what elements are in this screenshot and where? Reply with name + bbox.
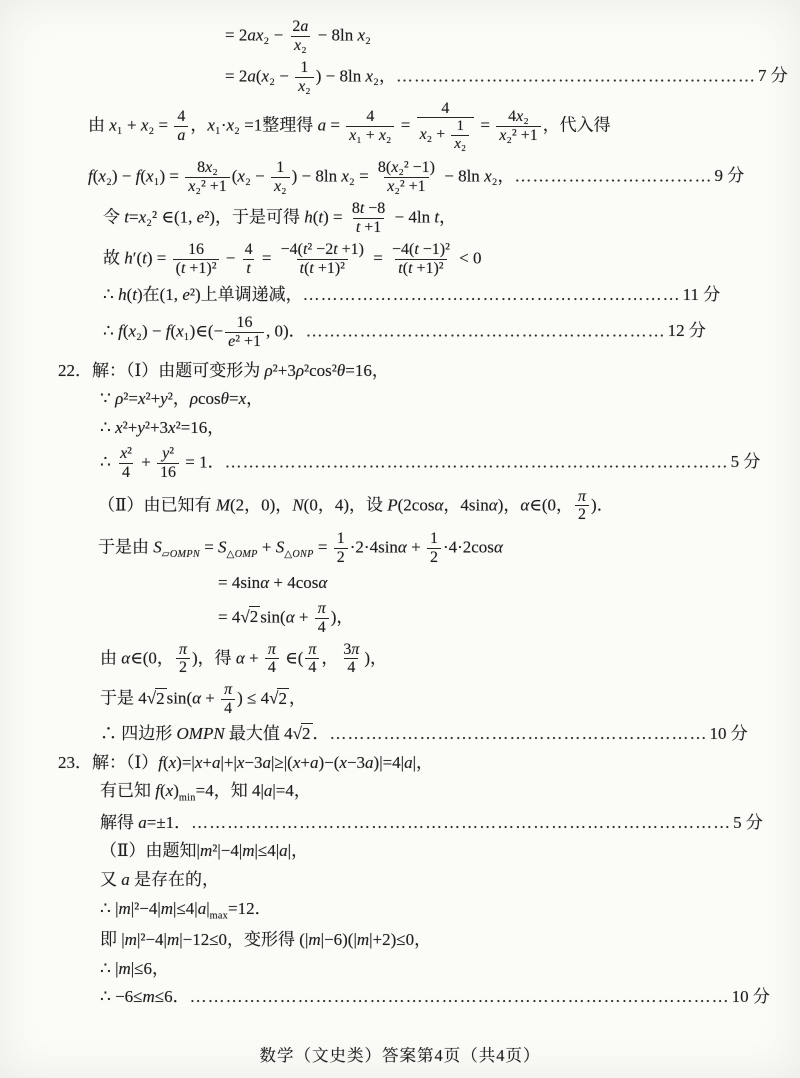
math-line: ∴ −6≤m≤6．……………………………………………………………………………… 10 分 [100,987,770,1007]
fraction: $\frac{8t -8}{t +1}$ [351,199,386,236]
page-footer: 数学（文史类）答案第4页（共4页） [259,1046,541,1065]
dotted-leader: ……………………………………………………………………………… [189,987,730,1007]
score-label: 10 分 [709,724,748,744]
radical: √2 [269,688,287,708]
fraction: $\frac{16}{\text{e² +1}}$ [225,314,264,351]
fraction: $\frac{1}{2}$ [334,530,348,567]
subscript: △OMP [226,549,258,561]
dotted-leader: ………………………………………………………………………… [224,452,729,472]
math-line: f(x₂) − f(x₁) = $\frac{\text{8x₂}}{\text{x₂² +1}}$ (x₂ − $\frac{1}{\text{x₂}}$ ) − 8ln x₂ = $\frac{\text{8(x₂² −1)}}{\text{x₂² +1}}$ − 8ln x₂，…………………………… 9 分 [88,159,745,195]
dotted-leader: …………………………………………………… [305,321,666,341]
math-line: = 2a(x₂ − $\frac{1}{\text{x₂}}$ ) − 8ln x₂，…………………………………………………… 7 分 [225,58,788,95]
math-line: ∴ x²+y²+3x²=16， [100,418,225,438]
score-label: 10 分 [731,987,770,1007]
math-line: 于是 4√2 sin(α + $\frac{\pi}{4}$ ) ≤ 4√2 ， [100,681,306,718]
score-label: 7 分 [757,66,788,86]
radical: √2 [292,724,311,744]
score-label: 5 分 [730,452,761,472]
fraction: $\frac{3\pi}{4}$ [343,640,360,677]
fraction: $\frac{\text{8(x₂² −1)}}{\text{x₂² +1}}$ [377,159,435,195]
dotted-leader: ……………………………………………………………………………… [191,812,732,832]
fraction: $\frac{\text{8x₂}}{\text{x₂² +1}}$ [185,159,229,196]
subscript: min [178,792,196,804]
math-line: 又 a 是存在的， [100,870,219,890]
fraction: $\frac{\pi}{4}$ [315,600,329,637]
fraction: $\frac{\pi}{4}$ [305,641,319,678]
math-line: 由 α∈(0， $\frac{\pi}{2}$ )，得 α + $\frac{\pi}{4}$ ∈( $\frac{\pi}{4}$ ， $\frac{3\pi}{4}$ )， [100,640,388,677]
math-line: ∵ ρ²=x²+y²，ρcosθ=x， [100,389,264,409]
fraction: $\frac{\text{x²}}{4}$ [120,444,132,481]
math-line: 于是由 $S_{▱OMPN} = S_{\triangle OMP} + S_{\triangle ONP}$ = $\frac{1}{2}$ ·2·4sinα + $\frac{1}{2}$ ·4·2cosα [98,530,503,567]
score-label: 9 分 [714,166,745,186]
math-line: 22．解：（Ⅰ）由题可变形为 ρ²+3ρ²cos²θ=16， [58,360,389,380]
math-line: （Ⅱ）由题知|m²|−4|m|≤4|a|， [100,841,309,861]
fraction: $\frac{\text{y²}}{16}$ [157,445,179,482]
dotted-leader: ……………………………………………………… [329,724,708,744]
fraction: $\frac{16}{\text{(t +1)²}}$ [173,241,220,278]
dotted-leader: ……………………………………………………… [302,285,681,305]
math-line: 即 |m|²−4|m|−12≤0，变形得 (|m|−6)(|m|+2)≤0， [100,930,432,950]
math-line: = 4√2 sin(α + $\frac{\pi}{4}$ )， [218,599,354,636]
math-line: = 4sinα + 4cosα [218,573,328,593]
math-line: 解得 a=±1．……………………………………………………………………………… 5 分 [100,812,763,832]
math-line: = 2ax₂ − $\frac{2a}{\text{x₂}}$ − 8ln x₂ [225,18,371,54]
math-line: （Ⅱ）由已知有 M(2，0)，N(0，4)，设 P(2cosα，4sinα)，α∈(0， $\frac{\pi}{2}$ )． [98,487,614,524]
math-line: 由 x₁ + x₂ = $\frac{4}{a}$ ，x₁·x₂ =1整理得 a = $\frac{4}{\text{x₁ + x₂}}$ = 4 x₂ + $\frac{1}{\text{x₂}}$ = $\frac{\text{4x₂}}{\text{x₂² +1}}$ ，代入得 [88,99,611,153]
math-line: 有已知 $f(x)_{min}=4$，知 4|a|=4， [100,781,311,804]
fraction: $\frac{4}{t}$ [244,240,253,277]
fraction: $\frac{\pi}{2}$ [176,641,190,678]
radical: √2 [146,688,165,708]
math-line: ∴ f(x₂) − f(x₁)∈(− $\frac{16}{\text{e² +1}}$ , 0)．…………………………………………………… 12 分 [103,314,706,350]
score-label: 11 分 [682,285,721,305]
math-lines [0,18,800,1010]
fraction: $\frac{\pi}{4}$ [265,641,279,678]
fraction: 4 x₂ + $\frac{1}{\text{x₂}}$ [417,100,475,154]
fraction: $\frac{1}{\text{x₂}}$ [451,118,469,153]
fraction: $\frac{1}{2}$ [427,530,441,567]
fraction: $\frac{\text{−4(t −1)²}}{\text{t(t +1)²}}$ [392,240,450,277]
math-line: ∴ $\frac{\text{x²}}{4}$ + $\frac{\text{y²}}{16}$ = 1．………………………………………………………………………… 5 分 [100,444,761,481]
fraction: $\frac{1}{\text{x₂}}$ [295,59,314,96]
dotted-leader: …………………………… [514,166,713,186]
math-line: ∴ h(t)在(1, e²)上单调递减，……………………………………………………… 11 分 [103,285,721,305]
fraction: $\frac{1}{\text{x₂}}$ [271,159,290,196]
score-label: 5 分 [733,812,763,832]
subscript: ▱OMPN [161,549,200,561]
fraction: $\frac{2a}{\text{x₂}}$ [292,18,309,54]
math-line: 令 t=x₂² ∈(1, e²)，于是可得 h(t) = $\frac{8t -8}{t +1}$ − 4ln t， [103,199,457,236]
radical: √2 [240,607,259,627]
fraction: $\frac{\pi}{2}$ [575,488,589,525]
math-line: ∴ 四边形 OMPN 最大值 4√2 ．……………………………………………………… 10 分 [100,724,748,744]
subscript: max [209,910,229,922]
math-line: 23．解：（Ⅰ）f(x)=|x+a|+|x−3a|≥|(x+a)−(x−3a)|=4|a|， [58,752,433,772]
fraction: $\frac{4}{\text{x₁ + x₂}}$ [346,108,394,145]
math-line: 故 h′(t) = $\frac{16}{\text{(t +1)²}}$ − $\frac{4}{t}$ = $\frac{\text{−4(t² −2t +1)}}{\text{t(t +1)²}}$ = $\frac{\text{−4(t −1)²}}{\text{t(t +1)²}}$ < 0 [103,240,482,277]
math-line: ∴ $|m|^2-4|m|\le 4|a|_{max}=12$． [100,898,272,922]
subscript: △ONP [284,549,314,561]
fraction: $\frac{\text{−4(t² −2t +1)}}{\text{t(t +1)²}}$ [280,240,364,277]
math-line: ∴ |m|≤6， [100,958,169,978]
fraction: $\frac{\text{4x₂}}{\text{x₂² +1}}$ [496,108,540,145]
fraction: $\frac{4}{a}$ [174,108,188,145]
score-label: 12 分 [667,321,706,341]
fraction: $\frac{\pi}{4}$ [221,681,235,718]
dotted-leader: …………………………………………………… [395,66,756,86]
